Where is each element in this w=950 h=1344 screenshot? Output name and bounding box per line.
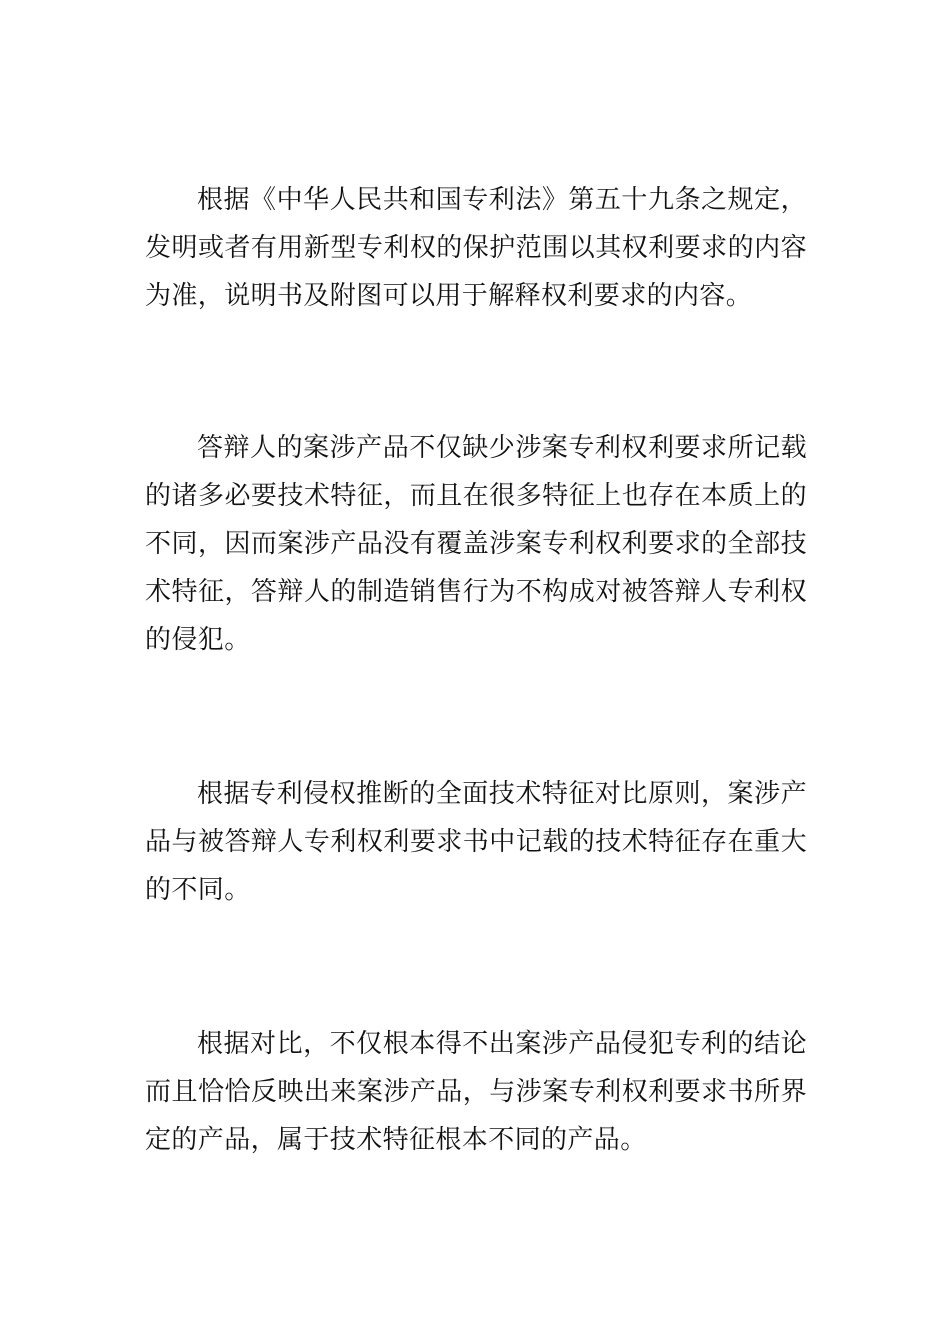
paragraph-3: 根据专利侵权推断的全面技术特征对比原则，案涉产品与被答辩人专利权利要求书中记载的技术特征存在重大的不同。 [145, 779, 807, 905]
paragraph-1: 根据《中华人民共和国专利法》第五十九条之规定，发明或者有用新型专利权的保护范围以其权利要求的内容为准，说明书及附图可以用于解释权利要求的内容。 [145, 185, 807, 311]
paragraph-2: 答辩人的案涉产品不仅缺少涉案专利权利要求所记载的诸多必要技术特征，而且在很多特征上也存在本质上的不同，因而案涉产品没有覆盖涉案专利权利要求的全部技术特征，答辩人的制造销售行为不构成对被答辩人专利权的侵犯。 [145, 433, 807, 655]
paragraph-4: 根据对比，不仅根本得不出案涉产品侵犯专利的结论而且恰恰反映出来案涉产品，与涉案专利权利要求书所界定的产品，属于技术特征根本不同的产品。 [145, 1029, 807, 1155]
